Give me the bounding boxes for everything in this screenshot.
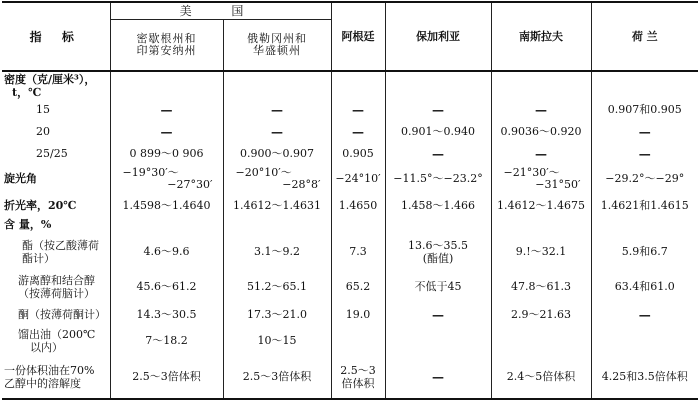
table-row xyxy=(2,194,698,217)
solubility-label-1: 一份体积油在70% xyxy=(4,363,95,377)
cell: 5.9和6.7 xyxy=(591,234,698,270)
row-label xyxy=(2,356,110,399)
row-label: 折光率，20℃ xyxy=(4,198,77,212)
cell: 7～18.2 xyxy=(110,326,223,356)
cell: — xyxy=(110,121,223,143)
cell: 0.907和0.905 xyxy=(591,99,698,121)
bulgaria-header: 保加利亚 xyxy=(385,2,491,71)
density-label-line2: t，℃ xyxy=(12,85,42,99)
rotation-us2-a: −20°10′～ xyxy=(235,166,292,180)
cell: 1.4650 xyxy=(331,194,385,217)
cell: 1.4612～1.4631 xyxy=(223,194,331,217)
rotation-us2-b: −28°8′ xyxy=(282,178,321,192)
alcohol-label-1: 游离醇和结合醇 xyxy=(18,273,95,287)
table-row xyxy=(2,234,698,270)
argentina-header: 阿根廷 xyxy=(331,2,385,71)
cell: 4.25和3.5倍体积 xyxy=(591,356,698,399)
table-row xyxy=(2,143,698,164)
cell: 1.4612～1.4675 xyxy=(491,194,591,217)
cell: — xyxy=(385,143,491,164)
cell: 17.3～21.0 xyxy=(223,304,331,326)
cell: — xyxy=(223,121,331,143)
cell: — xyxy=(491,143,591,164)
cell xyxy=(110,164,223,194)
cell: 0.9036～0.920 xyxy=(491,121,591,143)
rotation-us1-b: −27°30′ xyxy=(167,178,213,192)
cell: 14.3～30.5 xyxy=(110,304,223,326)
cell: 0 899～0 906 xyxy=(110,143,223,164)
cell: — xyxy=(331,99,385,121)
cell: — xyxy=(591,143,698,164)
cell: −29.2°～−29° xyxy=(591,164,698,194)
cell: 51.2～65.1 xyxy=(223,270,331,304)
table-row xyxy=(2,270,698,304)
cell: 0.901～0.940 xyxy=(385,121,491,143)
row-label xyxy=(2,326,110,356)
row-label: 20 xyxy=(36,125,50,139)
solubility-argentina-2: 倍体积 xyxy=(341,376,375,390)
alcohol-label-2: （按薄荷脑计） xyxy=(18,286,95,300)
cell: 1.4621和1.4615 xyxy=(591,194,698,217)
cell: 不低于45 xyxy=(385,270,491,304)
cell: — xyxy=(385,99,491,121)
cell: 4.6～9.6 xyxy=(110,234,223,270)
table-row xyxy=(2,304,698,326)
yugoslavia-header: 南斯拉夫 xyxy=(491,2,591,71)
row-label: 15 xyxy=(36,103,50,117)
cell: 19.0 xyxy=(331,304,385,326)
cell: — xyxy=(223,99,331,121)
rotation-yu-b: −31°50′ xyxy=(535,178,581,192)
cell: 1.458～1.466 xyxy=(385,194,491,217)
distillate-label-2: 以内） xyxy=(30,340,63,354)
cell xyxy=(331,356,385,399)
ester-bulgaria-note: (酯值) xyxy=(422,251,454,265)
solubility-label-2: 乙醇中的溶解度 xyxy=(4,376,81,390)
cell: — xyxy=(385,356,491,399)
table-row xyxy=(2,99,698,121)
cell xyxy=(385,234,491,270)
cell: −11.5°～−23.2° xyxy=(385,164,491,194)
us-oregon-line1: 俄勒冈州和 xyxy=(247,31,307,45)
cell: — xyxy=(591,121,698,143)
cell: 2.5～3倍体积 xyxy=(110,356,223,399)
rotation-us1-a: −19°30′～ xyxy=(122,166,179,180)
us-michigan-line1: 密歇根州和 xyxy=(136,31,197,45)
table-row xyxy=(2,164,698,194)
us-michigan-line2: 印第安纳州 xyxy=(136,43,197,57)
cell: 63.4和61.0 xyxy=(591,270,698,304)
cell: 2.9～21.63 xyxy=(491,304,591,326)
row-label xyxy=(2,234,110,270)
cell: 47.8～61.3 xyxy=(491,270,591,304)
cell: 0.905 xyxy=(331,143,385,164)
cell: — xyxy=(110,99,223,121)
rotation-yu-a: −21°30′～ xyxy=(503,166,560,180)
ester-label-2: 酯计） xyxy=(22,251,55,265)
row-label: 旋光角 xyxy=(4,172,37,186)
density-label xyxy=(2,71,110,99)
us-oregon-header xyxy=(223,19,331,71)
distillate-label-1: 馏出油（200℃ xyxy=(18,327,96,341)
density-label-line1: 密度（克/厘米³）， xyxy=(4,72,96,86)
cell: 0.900～0.907 xyxy=(223,143,331,164)
table-row xyxy=(2,326,698,356)
usa-header: 美 国 xyxy=(110,2,331,19)
cell: 2.4～5倍体积 xyxy=(491,356,591,399)
solubility-argentina-1: 2.5～3 xyxy=(340,363,376,377)
cell: 10～15 xyxy=(223,326,331,356)
cell: −24°10′ xyxy=(331,164,385,194)
cell xyxy=(491,164,591,194)
cell: — xyxy=(591,304,698,326)
row-label: 酮（按薄荷酮计） xyxy=(18,307,106,321)
cell: 9.!～32.1 xyxy=(491,234,591,270)
netherlands-header: 荷 兰 xyxy=(591,2,698,71)
cell: 3.1～9.2 xyxy=(223,234,331,270)
table-row xyxy=(2,356,698,399)
index-header: 指 标 xyxy=(2,2,110,71)
cell xyxy=(223,164,331,194)
ester-bulgaria: 13.6～35.5 xyxy=(408,238,468,252)
spec-table xyxy=(2,1,698,400)
row-label xyxy=(2,270,110,304)
content-label: 含 量，% xyxy=(4,218,52,232)
cell: 7.3 xyxy=(331,234,385,270)
cell: 45.6～61.2 xyxy=(110,270,223,304)
us-oregon-line2: 华盛顿州 xyxy=(253,43,301,57)
cell: — xyxy=(491,99,591,121)
us-michigan-header xyxy=(110,19,223,71)
cell: 1.4598～1.4640 xyxy=(110,194,223,217)
cell: — xyxy=(385,304,491,326)
ester-label-1: 酯（按乙酸薄荷 xyxy=(22,238,99,252)
cell: 65.2 xyxy=(331,270,385,304)
row-label: 25/25 xyxy=(36,146,68,160)
cell: 2.5～3倍体积 xyxy=(223,356,331,399)
cell: — xyxy=(331,121,385,143)
table-row xyxy=(2,121,698,143)
